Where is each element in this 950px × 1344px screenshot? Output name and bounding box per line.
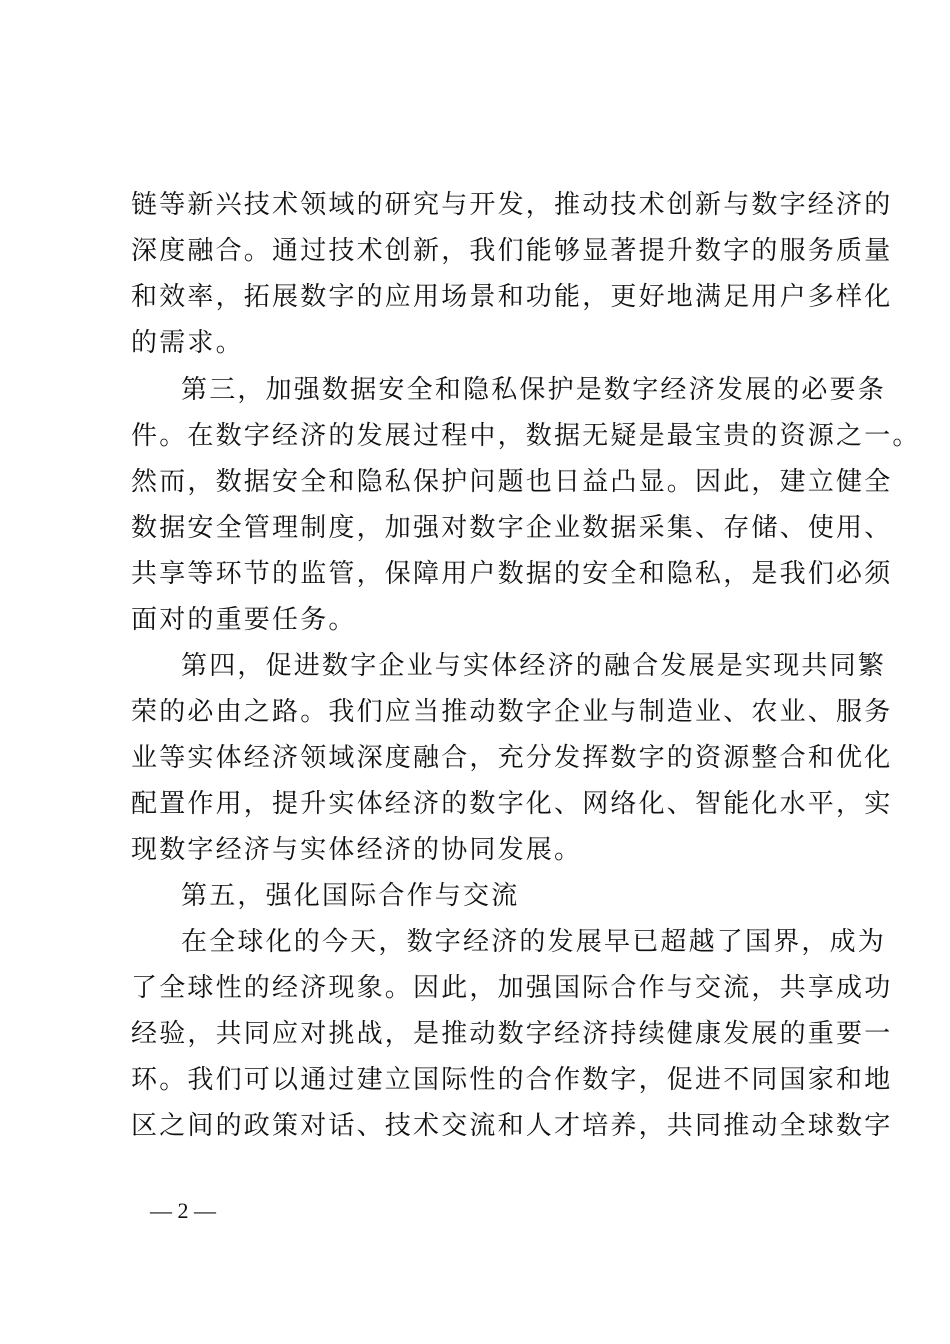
text-line: 了全球性的经济现象。因此，加强国际合作与交流，共享成功 <box>131 973 893 1003</box>
text-line: 荣的必由之路。我们应当推动数字企业与制造业、农业、服务 <box>131 697 893 727</box>
text-line: 件。在数字经济的发展过程中，数据无疑是最宝贵的资源之一。 <box>131 421 921 451</box>
text-line: 链等新兴技术领域的研究与开发，推动技术创新与数字经济的 <box>131 190 893 220</box>
text-line: 深度融合。通过技术创新，我们能够显著提升数字的服务质量 <box>131 236 893 266</box>
text-line: 数据安全管理制度，加强对数字企业数据采集、存储、使用、 <box>131 513 893 543</box>
section-heading-fifth: 第五，强化国际合作与交流 <box>181 881 520 911</box>
text-line: 在全球化的今天，数字经济的发展早已超越了国界，成为 <box>181 927 887 957</box>
text-line: 经验，共同应对挑战，是推动数字经济持续健康发展的重要一 <box>131 1019 893 1049</box>
text-line: 配置作用，提升实体经济的数字化、网络化、智能化水平，实 <box>131 789 893 819</box>
paragraph-fourth-heading-line: 第四，促进数字企业与实体经济的融合发展是实现共同繁 <box>181 651 887 681</box>
text-line: 面对的重要任务。 <box>131 605 357 635</box>
paragraph-third-heading-line: 第三，加强数据安全和隐私保护是数字经济发展的必要条 <box>181 375 887 405</box>
text-line: 业等实体经济领域深度融合，充分发挥数字的资源整合和优化 <box>131 743 893 773</box>
text-line: 和效率，拓展数字的应用场景和功能，更好地满足用户多样化 <box>131 282 893 312</box>
text-line: 环。我们可以通过建立国际性的合作数字，促进不同国家和地 <box>131 1065 893 1095</box>
text-line: 区之间的政策对话、技术交流和人才培养，共同推动全球数字 <box>131 1111 893 1141</box>
text-line: 现数字经济与实体经济的协同发展。 <box>131 835 583 865</box>
page-number: — 2 — <box>150 1198 216 1223</box>
text-line: 的需求。 <box>131 328 244 358</box>
text-line: 然而，数据安全和隐私保护问题也日益凸显。因此，建立健全 <box>131 467 893 497</box>
text-line: 共享等环节的监管，保障用户数据的安全和隐私，是我们必须 <box>131 559 893 589</box>
